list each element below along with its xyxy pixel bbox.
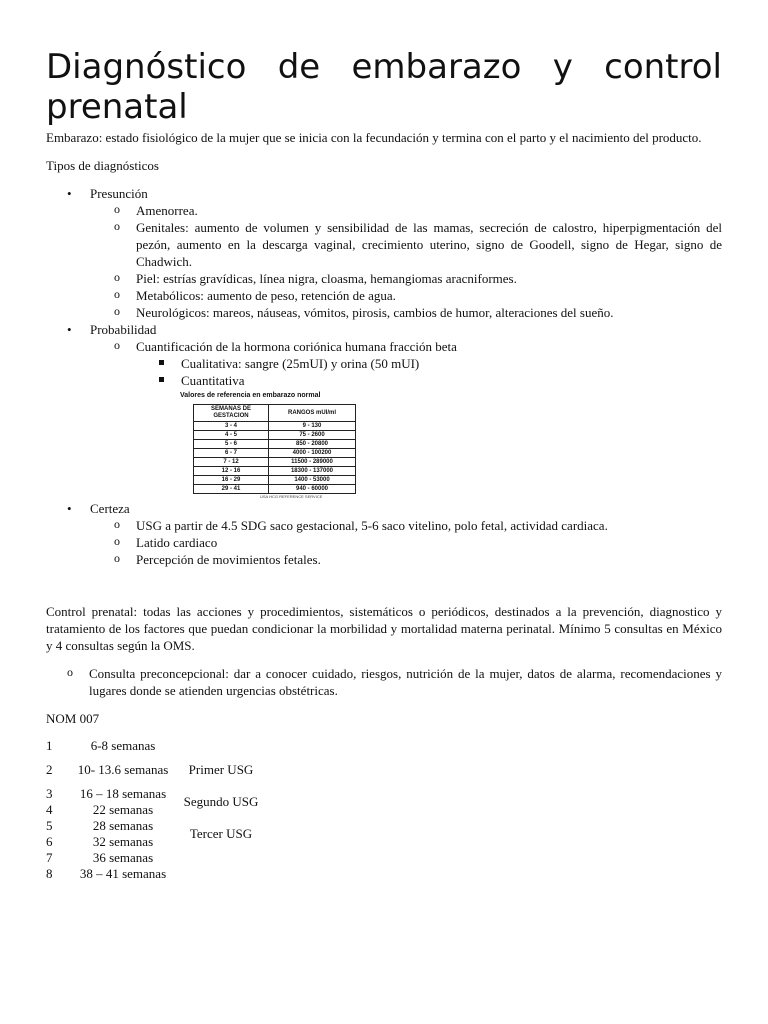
ref-table-title: Valores de referencia en embarazo normal bbox=[180, 392, 321, 399]
row-weeks: 6-8 semanas bbox=[90, 738, 156, 753]
control-prenatal-paragraph: Control prenatal: todas las acciones y procedimientos, sistemáticos o periódicos, destinados a la prevención, diagnostico y tratamiento de los factores que puedan condicionar la morbilidad y mortalidad materna perinatal. Mínimo 5 consultas en México y 4 consultas según la OMS. bbox=[46, 604, 722, 653]
ref-cell: 75 - 2600 bbox=[269, 431, 356, 440]
title-word: de bbox=[277, 47, 321, 87]
presuncion-sublist bbox=[46, 202, 722, 321]
hcg-reference-table bbox=[193, 404, 356, 494]
table-row bbox=[46, 818, 264, 834]
ref-cell: 29 - 41 bbox=[194, 485, 269, 494]
title-line-2: prenatal bbox=[46, 87, 188, 127]
list-item: Cuantitativa bbox=[46, 372, 722, 389]
ref-cell: 11500 - 289000 bbox=[269, 458, 356, 467]
row-number: 7 bbox=[46, 850, 53, 865]
diagnosis-list bbox=[46, 185, 722, 202]
row-weeks: 28 semanas bbox=[92, 818, 154, 833]
intro-paragraph: Embarazo: estado fisiológico de la mujer que se inicia con la fecundación y termina con el parto y el nacimiento del producto. bbox=[46, 130, 702, 145]
ref-cell: 850 - 20800 bbox=[269, 440, 356, 449]
usg-tercer: Tercer USG bbox=[189, 826, 253, 841]
document-page bbox=[46, 0, 722, 882]
tipos-heading: Tipos de diagnósticos bbox=[46, 158, 159, 173]
table-row bbox=[46, 786, 264, 802]
list-item: o Cuantificación de la hormona coriónica humana fracción beta bbox=[46, 338, 722, 355]
ref-cell: 3 - 4 bbox=[194, 422, 269, 431]
table-row bbox=[46, 866, 264, 882]
ref-table-source: USA HCG REFERENCE SERVICE bbox=[260, 494, 323, 499]
list-item: o Genitales: aumento de volumen y sensibilidad de las mamas, secreción de calostro, hiperpigmentación del pezón, aumento en la descarga vaginal, crecimiento uterino, signo de Goodell, signo de Hegar, signo de Chadwich. bbox=[46, 219, 722, 270]
row-weeks: 36 semanas bbox=[92, 850, 154, 865]
certeza-label: Certeza bbox=[90, 501, 130, 516]
ref-cell: 7 - 12 bbox=[194, 458, 269, 467]
title-word: Diagnóstico bbox=[46, 47, 247, 87]
row-weeks: 38 – 41 semanas bbox=[79, 866, 167, 881]
list-item: o Amenorrea. bbox=[46, 202, 722, 219]
probabilidad-label: Probabilidad bbox=[90, 322, 157, 337]
list-item: o Neurológicos: mareos, náuseas, vómitos, pirosis, cambios de humor, alteraciones del sueño. bbox=[46, 304, 722, 321]
row-number: 1 bbox=[46, 738, 53, 753]
table-row bbox=[46, 754, 264, 786]
probabilidad-sublist bbox=[46, 338, 722, 355]
presuncion-label: Presunción bbox=[90, 186, 148, 201]
list-item: o Metabólicos: aumento de peso, retención de agua. bbox=[46, 287, 722, 304]
certeza-sublist bbox=[46, 517, 722, 568]
diagnosis-list-2 bbox=[46, 321, 722, 338]
row-weeks: 22 semanas bbox=[92, 802, 154, 817]
table-row bbox=[194, 422, 356, 431]
row-weeks: 32 semanas bbox=[92, 834, 154, 849]
hcg-sublist bbox=[46, 355, 722, 389]
probabilidad-item bbox=[46, 321, 722, 338]
ref-cell: 12 - 16 bbox=[194, 467, 269, 476]
table-row bbox=[194, 467, 356, 476]
table-row bbox=[194, 440, 356, 449]
certeza-item bbox=[46, 500, 722, 517]
table-row bbox=[46, 850, 264, 866]
ref-cell: 18300 - 137000 bbox=[269, 467, 356, 476]
ref-cell: 940 - 60000 bbox=[269, 485, 356, 494]
ref-cell: 16 - 29 bbox=[194, 476, 269, 485]
row-number: 2 bbox=[46, 762, 53, 777]
list-item: o Latido cardiaco bbox=[46, 534, 722, 551]
table-row bbox=[194, 449, 356, 458]
row-number: 5 bbox=[46, 818, 53, 833]
list-item: o Percepción de movimientos fetales. bbox=[46, 551, 722, 568]
ref-cell: 6 - 7 bbox=[194, 449, 269, 458]
table-row bbox=[194, 431, 356, 440]
nom-schedule-table bbox=[46, 738, 264, 882]
ref-cell: 1400 - 53000 bbox=[269, 476, 356, 485]
table-row bbox=[194, 485, 356, 494]
usg-segundo: Segundo USG bbox=[183, 794, 259, 809]
consulta-paragraph: o Consulta preconcepcional: dar a conocer cuidado, riesgos, nutrición de la mujer, datos de alarma, recomendaciones y lugares donde se atienden urgencias obstétricas. bbox=[46, 665, 722, 699]
table-row bbox=[46, 738, 264, 754]
title-line-1 bbox=[46, 47, 722, 87]
row-weeks: 16 – 18 semanas bbox=[79, 786, 167, 801]
row-number: 8 bbox=[46, 866, 53, 881]
table-row bbox=[194, 458, 356, 467]
ref-cell: 4000 - 100200 bbox=[269, 449, 356, 458]
hcg-reference-figure bbox=[180, 391, 380, 500]
row-number: 4 bbox=[46, 802, 53, 817]
diagnosis-list-3 bbox=[46, 500, 722, 517]
list-item: o Piel: estrías gravídicas, línea nigra, cloasma, hemangiomas aracniformes. bbox=[46, 270, 722, 287]
table-row bbox=[194, 476, 356, 485]
list-item: Cualitativa: sangre (25mUI) y orina (50 mUI) bbox=[46, 355, 722, 372]
title-word: y bbox=[552, 47, 573, 87]
row-weeks: 10- 13.6 semanas bbox=[77, 762, 169, 777]
row-number: 6 bbox=[46, 834, 53, 849]
presuncion-item bbox=[46, 185, 722, 202]
list-item: o USG a partir de 4.5 SDG saco gestacional, 5-6 saco vitelino, polo fetal, actividad cardiaca. bbox=[46, 517, 722, 534]
ref-cell: 4 - 5 bbox=[194, 431, 269, 440]
ref-cell: 5 - 6 bbox=[194, 440, 269, 449]
ref-header: RANGOS mUI/ml bbox=[269, 405, 356, 422]
page-title bbox=[46, 47, 722, 127]
ref-header: SEMANAS DE GESTACION bbox=[194, 405, 269, 422]
usg-primer: Primer USG bbox=[188, 762, 254, 777]
title-word: control bbox=[604, 47, 722, 87]
row-number: 3 bbox=[46, 786, 53, 801]
title-word: embarazo bbox=[351, 47, 522, 87]
ref-cell: 9 - 130 bbox=[269, 422, 356, 431]
nom-heading: NOM 007 bbox=[46, 711, 100, 726]
